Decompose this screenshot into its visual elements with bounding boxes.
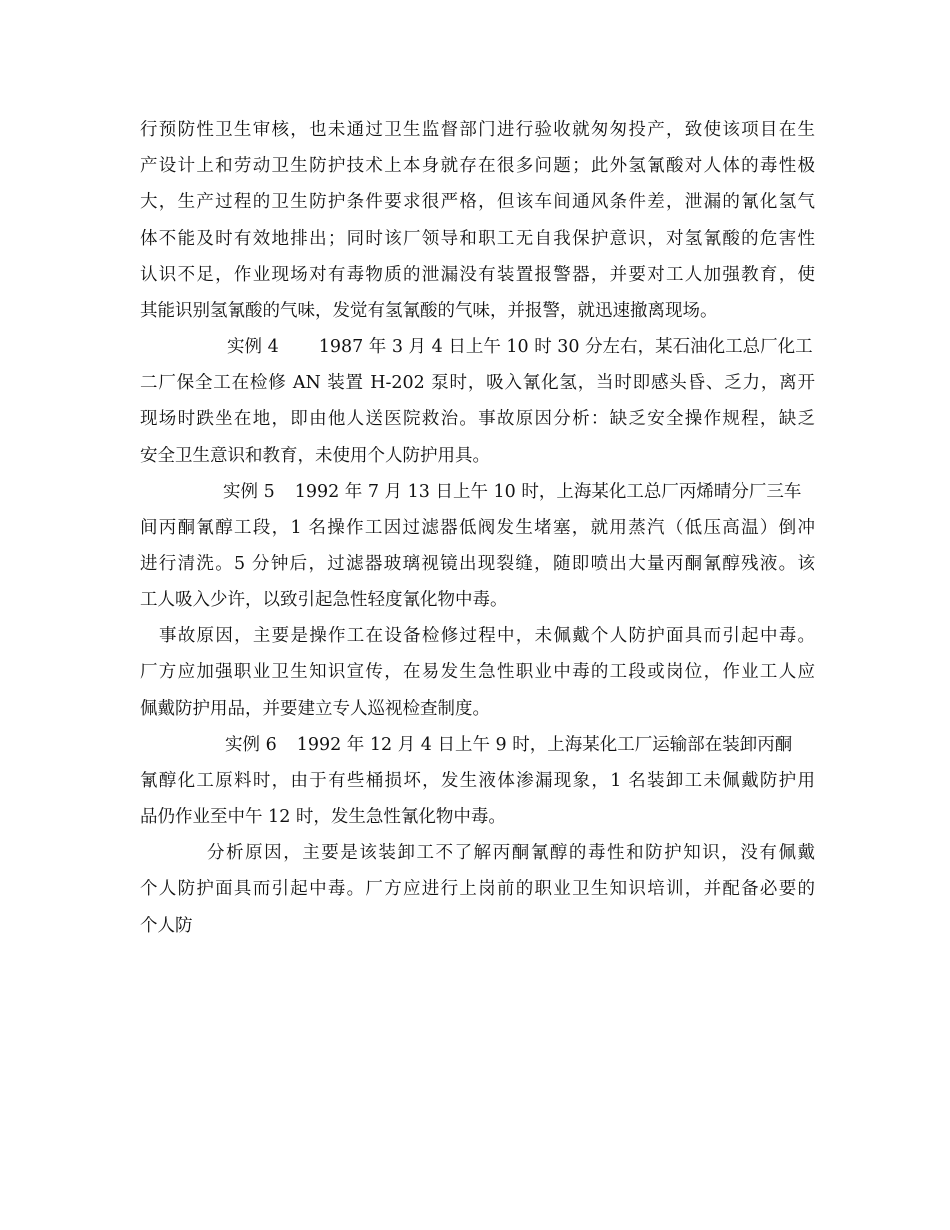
case-6-first-line	[225, 730, 815, 760]
case-6-line-2: 氰醇化工原料时，由于有些桶损坏，发生液体渗漏现象，1 名装卸工未佩戴防护用	[140, 771, 815, 791]
case-5-label: 实例 5	[223, 482, 275, 502]
cause-5-line-3: 佩戴防护用品，并要建立专人巡视检查制度。	[140, 699, 490, 719]
paragraph-1-line-5: 认识不足，作业现场对有毒物质的泄漏没有装置报警器，并要对工人加强教育，使	[140, 265, 815, 285]
case-5-first-line-text: 1992 年 7 月 13 日上午 10 时，上海某化工总厂丙烯晴分厂三车	[294, 482, 802, 502]
case-4-line-4: 安全卫生意识和教育，未使用个人防护用具。	[140, 446, 490, 466]
case-5-first-line	[223, 477, 815, 507]
case-4-first-line	[227, 332, 815, 362]
case-4-first-line-text: 1987 年 3 月 4 日上午 10 时 30 分左右，某石油化工总厂化工	[318, 337, 813, 357]
case-5-line-4: 工人吸入少许，以致引起急性轻度氰化物中毒。	[140, 590, 508, 610]
case-5-line-3: 进行清洗。5 分钟后，过滤器玻璃视镜出现裂缝，随即喷出大量丙酮氰醇残液。该	[140, 554, 815, 574]
paragraph-1-line-1: 行预防性卫生审核，也未通过卫生监督部门进行验收就匆匆投产，致使该项目在生	[140, 120, 815, 140]
case-6-line-3: 品仍作业至中午 12 时，发生急性氰化物中毒。	[140, 807, 506, 827]
cause-5-line-2: 厂方应加强职业卫生知识宣传，在易发生急性职业中毒的工段或岗位，作业工人应	[140, 662, 815, 682]
case-4-line-2: 二厂保全工在检修 AN 装置 H-202 泵时，吸入氰化氢，当时即感头昏、乏力，离开	[140, 373, 815, 393]
case-6-label: 实例 6	[225, 735, 277, 755]
case-4-line-3: 现场时跌坐在地，即由他人送医院救治。事故原因分析：缺乏安全操作规程，缺乏	[140, 409, 815, 429]
paragraph-1-line-3: 大，生产过程的卫生防护条件要求很严格，但该车间通风条件差，泄漏的氰化氢气	[140, 192, 815, 212]
cause-6-line-3: 个人防	[140, 916, 193, 936]
case-5-line-2: 间丙酮氰醇工段，1 名操作工因过滤器低阀发生堵塞，就用蒸汽（低压高温）倒冲	[140, 518, 815, 538]
paragraph-1-line-2: 产设计上和劳动卫生防护技术上本身就存在很多问题；此外氢氰酸对人体的毒性极	[140, 156, 815, 176]
paragraph-1-line-6: 其能识别氢氰酸的气味，发觉有氢氰酸的气味，并报警，就迅速撤离现场。	[140, 301, 718, 321]
cause-5-line-1: 事故原因，主要是操作工在设备检修过程中，未佩戴个人防护面具而引起中毒。	[159, 626, 815, 646]
case-6-first-line-text: 1992 年 12 月 4 日上午 9 时，上海某化工厂运输部在装卸丙酮	[296, 735, 793, 755]
cause-6-line-1: 分析原因，主要是该装卸工不了解丙酮氰醇的毒性和防护知识，没有佩戴	[207, 843, 815, 863]
cause-6-line-2: 个人防护面具而引起中毒。厂方应进行上岗前的职业卫生知识培训，并配备必要的	[140, 879, 815, 899]
paragraph-1-line-4: 体不能及时有效地排出；同时该厂领导和职工无自我保护意识，对氢氰酸的危害性	[140, 229, 815, 249]
case-4-label: 实例 4	[227, 337, 279, 357]
